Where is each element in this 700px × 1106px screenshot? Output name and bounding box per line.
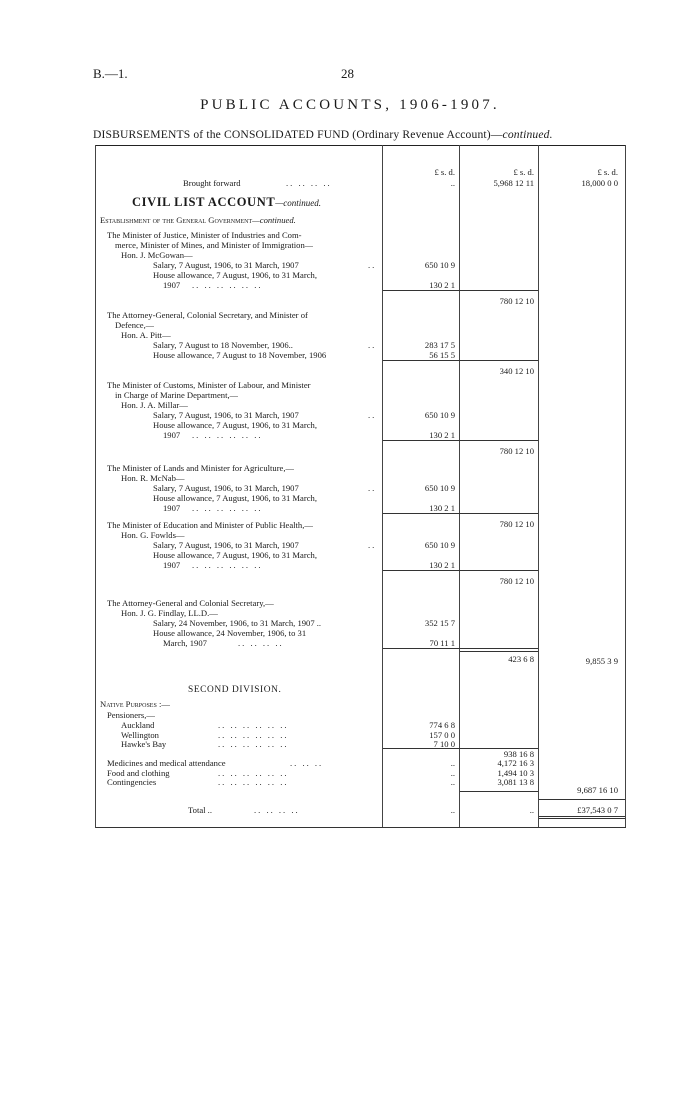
- salary-amount: 650 10 9: [424, 540, 455, 550]
- amount-cell: ..: [450, 777, 455, 787]
- leader-dots: ..: [368, 340, 377, 350]
- leader-dots: .. .. .. .. .. ..: [192, 560, 263, 570]
- civil-list-heading: CIVIL LIST ACCOUNT: [132, 195, 276, 209]
- row-description: Brought forward: [183, 178, 241, 188]
- row-description: March, 1907: [163, 638, 207, 648]
- row-description: The Minister of Justice, Minister of Industries and Com-: [107, 230, 302, 240]
- row-description: Salary, 24 November, 1906, to 31 March, 1907 ..: [153, 618, 322, 628]
- minister-total-row: [96, 365, 625, 377]
- minister-total-amount: 780 12 10: [499, 576, 534, 586]
- house-allowance-continued-row: [96, 502, 625, 514]
- row-description: Salary, 7 August, 1906, to 31 March, 1907: [153, 260, 299, 270]
- salary-amount: 650 10 9: [424, 260, 455, 270]
- house-allowance-continued-row: [96, 429, 625, 441]
- amount-cell: 5,968 12 11: [493, 178, 534, 188]
- row-description: Hon. J. McGowan—: [121, 250, 193, 260]
- civil-list-total-amount: 9,855 3 9: [585, 656, 618, 666]
- pensioners-total-amount: 938 16 8: [503, 749, 534, 759]
- page-reference: B.—1.: [93, 66, 128, 81]
- expense-amount: 4,172 16 3: [497, 758, 534, 768]
- row-description: 1907: [163, 560, 181, 570]
- row-description: Salary, 7 August, 1906, to 31 March, 1907: [153, 483, 299, 493]
- column-header-c1: £ s. d.: [434, 167, 455, 177]
- house-allowance-amount: 130 2 1: [429, 503, 455, 513]
- minister-total-amount: 780 12 10: [499, 446, 534, 456]
- row-description: The Minister of Customs, Minister of Labour, and Minister: [107, 380, 311, 390]
- table-right-border: [625, 145, 626, 828]
- leader-dots: .. .. .. .. .. ..: [218, 729, 289, 740]
- row-description: Medicines and medical attendance: [107, 758, 226, 768]
- minister-total-row: [96, 575, 625, 587]
- row-description: House allowance, 24 November, 1906, to 31: [153, 628, 307, 638]
- row-description: 1907: [163, 503, 181, 513]
- minister-total-row: [96, 295, 625, 307]
- minister-total-amount: 780 12 10: [499, 519, 534, 529]
- house-allowance-continued-row: [96, 279, 625, 291]
- leader-dots: .. .. .. .. .. ..: [192, 503, 263, 513]
- salary-amount: 650 10 9: [424, 483, 455, 493]
- leader-dots: ..: [368, 410, 377, 420]
- leader-dots: .. .. .. ..: [286, 178, 332, 188]
- expense-amount: 3,081 13 8: [497, 777, 534, 787]
- house-allowance-amount: 130 2 1: [429, 560, 455, 570]
- grand-total-amount: £37,543 0 7: [577, 805, 618, 815]
- minister-sum-rule: [383, 440, 538, 441]
- house-allowance-amount: 70 11 1: [429, 638, 455, 648]
- minister-sum-rule: [383, 513, 538, 514]
- row-description: Defence,—: [115, 320, 155, 330]
- division-total-row: [96, 784, 625, 796]
- house-allowance-amount: 130 2 1: [429, 280, 455, 290]
- row-description: Hawke's Bay: [121, 739, 167, 749]
- minister-total-amount: 780 12 10: [499, 296, 534, 306]
- second-division-heading-row: [96, 684, 625, 696]
- table-subtitle: [93, 128, 553, 141]
- row-description: Salary, 7 August, 1906, to 31 March, 1907: [153, 540, 299, 550]
- table-top-rule: [95, 145, 626, 146]
- row-description: The Attorney-General, Colonial Secretary, and Minister of: [107, 310, 308, 320]
- brought-forward-row: [96, 177, 625, 189]
- row-description: 1907: [163, 280, 181, 290]
- row-description: Pensioners,—: [107, 710, 155, 720]
- row-description: Salary, 7 August, 1906, to 31 March, 1907: [153, 410, 299, 420]
- expense-amount: 1,494 10 3: [497, 767, 534, 778]
- pension-amount: 7 10 0: [433, 739, 455, 749]
- house-allowance-continued-row: [96, 559, 625, 571]
- civil-list-heading-row: [96, 194, 625, 210]
- leader-dots: ..: [368, 540, 377, 550]
- subtitle-main: DISBURSEMENTS of the CONSOLIDATED FUND (Ordinary Revenue Account)—: [93, 128, 503, 141]
- salary-amount: 283 17 5: [424, 340, 455, 350]
- division-total-amount: 9,687 16 10: [577, 785, 618, 795]
- row-description: [132, 194, 321, 211]
- minister-total-amount: 423 6 8: [508, 654, 534, 664]
- establishment-heading-row: [96, 214, 625, 226]
- row-description: Food and clothing: [107, 767, 170, 778]
- column-header-c2: £ s. d.: [513, 167, 534, 177]
- minister-total-row: [96, 445, 625, 457]
- leader-dots: .. .. .. ..: [254, 805, 300, 815]
- native-purposes-heading: Native Purposes :—: [100, 699, 170, 709]
- row-description: House allowance, 7 August to 18 November, 1906: [153, 350, 327, 360]
- minister-total-amount: 340 12 10: [499, 366, 534, 376]
- subtitle-italic: continued.: [502, 128, 553, 141]
- amount-cell: ..: [529, 805, 534, 815]
- row-description: SECOND DIVISION.: [188, 685, 282, 695]
- row-description: Hon. J. A. Millar—: [121, 400, 188, 410]
- civil-list-total-row: [96, 655, 625, 667]
- amount-cell: ..: [450, 767, 455, 778]
- row-description: House allowance, 7 August, 1906, to 31 March,: [153, 550, 317, 560]
- amount-cell: ..: [450, 758, 455, 768]
- row-description: House allowance, 7 August, 1906, to 31 March,: [153, 270, 317, 280]
- leader-dots: .. .. .. .. .. ..: [218, 777, 289, 787]
- row-description: 1907: [163, 430, 181, 440]
- row-description: House allowance, 7 August, 1906, to 31 March,: [153, 420, 317, 430]
- leader-dots: .. .. .. .. .. ..: [218, 739, 289, 749]
- row-description: [100, 214, 296, 226]
- page-title: PUBLIC ACCOUNTS, 1906-1907.: [200, 97, 500, 113]
- minister-sum-rule: [383, 290, 538, 291]
- row-description: Hon. J. G. Findlay, LL.D.—: [121, 608, 218, 618]
- grand-total-row: [96, 804, 625, 816]
- row-description: Hon. A. Pitt—: [121, 330, 171, 340]
- row-description: Hon. R. McNab—: [121, 473, 185, 483]
- page-number: 28: [341, 66, 354, 81]
- leader-dots: .. .. .. .. .. ..: [192, 280, 263, 290]
- row-description: Total ..: [188, 805, 212, 815]
- amount-cell: ..: [450, 805, 455, 815]
- leader-dots: .. .. ..: [290, 758, 324, 768]
- row-description: in Charge of Marine Department,—: [115, 390, 239, 400]
- house-allowance-row: [96, 349, 625, 361]
- pension-amount: 774 6 8: [429, 720, 455, 730]
- leader-dots: ..: [368, 260, 377, 270]
- total-underline-2: [539, 818, 625, 819]
- minister-sum-rule: [383, 648, 538, 649]
- minister-sum-rule: [383, 360, 538, 361]
- column-header-c3: £ s. d.: [597, 167, 618, 177]
- leader-dots: .. .. .. .. .. ..: [218, 767, 289, 778]
- pension-amount: 157 0 0: [429, 729, 455, 740]
- row-description: Contingencies: [107, 777, 157, 787]
- establishment-heading: Establishment of the General Government: [100, 215, 253, 225]
- row-description: Auckland: [121, 720, 155, 730]
- leader-dots: .. .. .. ..: [238, 638, 284, 648]
- amount-cell: ..: [450, 178, 455, 188]
- row-description: Salary, 7 August to 18 November, 1906..: [153, 340, 293, 350]
- row-description: merce, Minister of Mines, and Minister of Immigration—: [115, 240, 314, 250]
- row-description: House allowance, 7 August, 1906, to 31 March,: [153, 493, 317, 503]
- establishment-heading-italic: —continued.: [252, 215, 296, 225]
- salary-amount: 650 10 9: [424, 410, 455, 420]
- row-description: Hon. G. Fowlds—: [121, 530, 185, 540]
- civil-list-heading-italic: —continued.: [275, 198, 322, 208]
- table-bottom-rule: [96, 827, 626, 828]
- leader-dots: .. .. .. .. .. ..: [218, 720, 289, 730]
- civil-list-sum-rule: [460, 651, 538, 652]
- pre-total-rule: [539, 799, 625, 800]
- minister-sum-rule: [383, 570, 538, 571]
- amount-cell: 18,000 0 0: [581, 178, 618, 188]
- row-description: The Attorney-General and Colonial Secretary,—: [107, 598, 274, 608]
- row-description: The Minister of Lands and Minister for Agriculture,—: [107, 463, 295, 473]
- leader-dots: ..: [368, 483, 377, 493]
- row-description: Wellington: [121, 729, 159, 740]
- house-allowance-amount: 130 2 1: [429, 430, 455, 440]
- house-allowance-continued-row: [96, 637, 625, 649]
- leader-dots: .. .. .. .. .. ..: [192, 430, 263, 440]
- house-allowance-amount: 56 15 5: [429, 350, 455, 360]
- row-description: The Minister of Education and Minister of Public Health,—: [107, 520, 313, 530]
- salary-amount: 352 15 7: [424, 618, 455, 628]
- total-underline-1: [539, 816, 625, 817]
